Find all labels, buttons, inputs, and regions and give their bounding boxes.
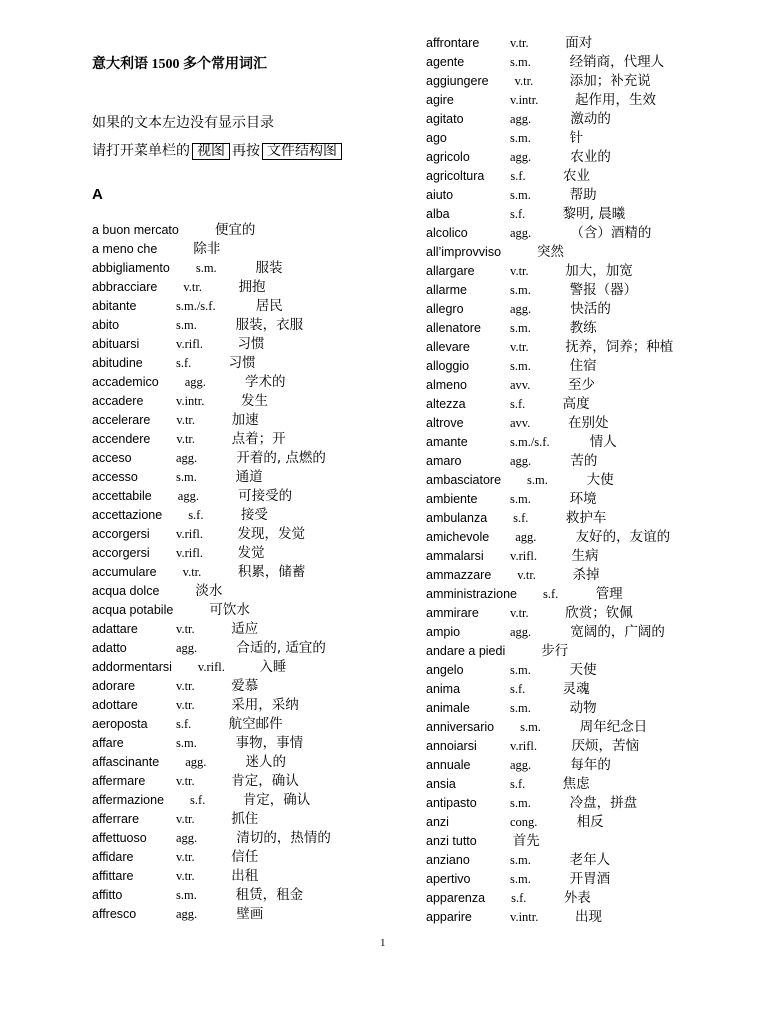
part-of-speech: s.f. bbox=[510, 207, 526, 221]
part-of-speech: v.rifl. bbox=[176, 337, 203, 351]
chinese-meaning: 突然 bbox=[537, 244, 565, 260]
italian-word: accesso bbox=[92, 470, 138, 484]
part-of-speech: agg. bbox=[510, 625, 532, 639]
chinese-meaning: 救护车 bbox=[565, 510, 607, 526]
italian-word: aiuto bbox=[426, 188, 454, 202]
italian-word: ambiente bbox=[426, 492, 478, 506]
part-of-speech: v.tr. bbox=[183, 280, 202, 294]
italian-word: acqua dolce bbox=[92, 584, 160, 598]
chinese-meaning: 信任 bbox=[231, 849, 259, 865]
italian-word: alcolico bbox=[426, 226, 468, 240]
italian-word: accettabile bbox=[92, 489, 152, 503]
part-of-speech: agg. bbox=[510, 454, 532, 468]
part-of-speech: s.f. bbox=[510, 777, 526, 791]
part-of-speech: v.tr. bbox=[176, 413, 196, 427]
italian-word: apparenza bbox=[426, 891, 486, 905]
chinese-meaning: 习惯 bbox=[228, 355, 256, 371]
chinese-meaning: 习惯 bbox=[237, 336, 265, 352]
chinese-meaning: 拥抱 bbox=[238, 279, 266, 295]
chinese-meaning: 欣赏；钦佩 bbox=[565, 605, 633, 621]
italian-word: annoiarsi bbox=[426, 739, 477, 753]
italian-word: amichevole bbox=[426, 530, 490, 544]
italian-word: all’improvviso bbox=[426, 245, 502, 259]
chinese-meaning: 便宜的 bbox=[214, 222, 256, 238]
part-of-speech: agg. bbox=[510, 112, 532, 126]
italian-word: alba bbox=[426, 207, 450, 221]
italian-word: accorgersi bbox=[92, 546, 150, 560]
part-of-speech: avv. bbox=[510, 378, 531, 392]
italian-word: accettazione bbox=[92, 508, 163, 522]
italian-word: amaro bbox=[426, 454, 462, 468]
italian-word: adattare bbox=[92, 622, 138, 636]
part-of-speech: s.m./s.f. bbox=[510, 435, 550, 449]
part-of-speech: v.tr. bbox=[510, 340, 529, 354]
chinese-meaning: 每年的 bbox=[570, 757, 611, 773]
part-of-speech: v.tr. bbox=[176, 812, 195, 826]
part-of-speech: s.m. bbox=[176, 736, 197, 750]
part-of-speech: agg. bbox=[510, 150, 532, 164]
italian-word: apertivo bbox=[426, 872, 471, 886]
italian-word: affermare bbox=[92, 774, 146, 788]
italian-word: acceso bbox=[92, 451, 132, 465]
chinese-meaning: 积累，储蓄 bbox=[237, 564, 306, 580]
chinese-meaning: 壁画 bbox=[236, 906, 264, 922]
italian-word: antipasto bbox=[426, 796, 477, 810]
chinese-meaning: 天使 bbox=[569, 662, 597, 678]
part-of-speech: s.f. bbox=[513, 511, 529, 525]
chinese-meaning: 大使 bbox=[586, 472, 614, 488]
chinese-meaning: 生病 bbox=[571, 548, 599, 564]
part-of-speech: cong. bbox=[510, 815, 538, 829]
chinese-meaning: 帮助 bbox=[569, 187, 597, 203]
chinese-meaning: 服装 bbox=[255, 260, 283, 276]
chinese-meaning: 高度 bbox=[562, 396, 590, 412]
chinese-meaning: 相反 bbox=[576, 814, 604, 830]
part-of-speech: v.rifl. bbox=[510, 739, 537, 753]
part-of-speech: agg. bbox=[515, 530, 537, 544]
italian-word: agitato bbox=[426, 112, 464, 126]
italian-word: affrontare bbox=[426, 36, 480, 50]
italian-word: agire bbox=[426, 93, 454, 107]
part-of-speech: s.m. bbox=[510, 701, 531, 715]
chinese-meaning: 爱慕 bbox=[231, 678, 259, 694]
part-of-speech: v.intr. bbox=[510, 910, 539, 924]
italian-word: abituarsi bbox=[92, 337, 140, 351]
italian-word: a buon mercato bbox=[92, 223, 179, 237]
chinese-meaning: 居民 bbox=[255, 298, 283, 314]
chinese-meaning: 步行 bbox=[541, 643, 569, 659]
part-of-speech: s.m. bbox=[510, 55, 531, 69]
chinese-meaning: 周年纪念日 bbox=[579, 719, 648, 735]
part-of-speech: v.tr. bbox=[176, 850, 195, 864]
chinese-meaning: 针 bbox=[569, 130, 584, 146]
chinese-meaning: 迷人的 bbox=[245, 754, 287, 770]
part-of-speech: s.m. bbox=[527, 473, 548, 487]
part-of-speech: agg. bbox=[510, 758, 532, 772]
part-of-speech: v.tr. bbox=[176, 622, 195, 636]
italian-word: affitto bbox=[92, 888, 123, 902]
part-of-speech: agg. bbox=[176, 451, 198, 465]
part-of-speech: s.m. bbox=[176, 888, 197, 902]
chinese-meaning: 发现，发觉 bbox=[237, 526, 305, 542]
italian-word: abito bbox=[92, 318, 120, 332]
chinese-meaning: 接受 bbox=[240, 507, 268, 523]
chinese-meaning: 管理 bbox=[595, 586, 623, 602]
part-of-speech: agg. bbox=[184, 375, 206, 389]
part-of-speech: s.f. bbox=[511, 891, 527, 905]
italian-word: amministrazione bbox=[426, 587, 518, 601]
italian-word: ambulanza bbox=[426, 511, 488, 525]
italian-word: agricoltura bbox=[426, 169, 485, 183]
italian-word: affermazione bbox=[92, 793, 165, 807]
italian-word: ansia bbox=[426, 777, 456, 791]
chinese-meaning: 外表 bbox=[563, 890, 591, 906]
chinese-meaning: 学术的 bbox=[245, 374, 286, 390]
chinese-meaning: 动物 bbox=[569, 700, 597, 716]
italian-word: allegro bbox=[426, 302, 464, 316]
part-of-speech: v.tr. bbox=[510, 264, 529, 278]
italian-word: andare a piedi bbox=[426, 644, 506, 658]
italian-word: anniversario bbox=[426, 720, 495, 734]
part-of-speech: s.m. bbox=[510, 663, 531, 677]
italian-word: affettuoso bbox=[92, 831, 147, 845]
part-of-speech: v.rifl. bbox=[510, 549, 537, 563]
italian-word: affresco bbox=[92, 907, 137, 921]
chinese-meaning: 抓住 bbox=[231, 811, 259, 827]
part-of-speech: s.f. bbox=[188, 508, 204, 522]
chinese-meaning: 采用，采纳 bbox=[231, 697, 299, 713]
italian-word: affidare bbox=[92, 850, 134, 864]
part-of-speech: s.m. bbox=[510, 321, 531, 335]
chinese-meaning: 开胃酒 bbox=[569, 871, 611, 887]
part-of-speech: s.f. bbox=[510, 169, 526, 183]
part-of-speech: avv. bbox=[510, 416, 531, 430]
chinese-meaning: 杀掉 bbox=[572, 567, 600, 583]
italian-word: agricolo bbox=[426, 150, 470, 164]
italian-word: addormentarsi bbox=[92, 660, 172, 674]
chinese-meaning: 农业 bbox=[563, 168, 591, 184]
chinese-meaning: 发生 bbox=[240, 393, 268, 409]
chinese-meaning: 发觉 bbox=[237, 545, 265, 561]
document-title: 意大利语 1500 多个常用词汇 bbox=[92, 57, 267, 72]
chinese-meaning: 黎明, 晨曦 bbox=[562, 206, 626, 222]
italian-word: accelerare bbox=[92, 413, 151, 427]
chinese-meaning: 住宿 bbox=[569, 358, 597, 374]
italian-word: aeroposta bbox=[92, 717, 148, 731]
italian-word: allenatore bbox=[426, 321, 481, 335]
chinese-meaning: 厌烦，苦恼 bbox=[571, 738, 639, 754]
chinese-meaning: 加大，加宽 bbox=[565, 263, 633, 279]
part-of-speech: s.m. bbox=[176, 470, 197, 484]
chinese-meaning: 清切的，热情的 bbox=[236, 830, 331, 846]
part-of-speech: v.intr. bbox=[510, 93, 539, 107]
part-of-speech: v.tr. bbox=[176, 679, 195, 693]
chinese-meaning: 服装，衣服 bbox=[235, 317, 304, 333]
part-of-speech: s.m. bbox=[195, 261, 217, 275]
part-of-speech: agg. bbox=[185, 755, 207, 769]
chinese-meaning: 肯定，确认 bbox=[231, 773, 299, 789]
chinese-meaning: 宽阔的，广阔的 bbox=[570, 624, 665, 640]
part-of-speech: s.f. bbox=[543, 587, 559, 601]
chinese-meaning: 经销商，代理人 bbox=[569, 54, 665, 70]
part-of-speech: v.tr. bbox=[176, 432, 196, 446]
chinese-meaning: 肯定，确认 bbox=[242, 792, 311, 808]
part-of-speech: s.m. bbox=[510, 283, 531, 297]
chinese-meaning: 航空邮件 bbox=[228, 716, 283, 732]
part-of-speech: v.intr. bbox=[176, 394, 205, 408]
italian-word: acqua potabile bbox=[92, 603, 174, 617]
chinese-meaning: 事物，事情 bbox=[235, 735, 304, 751]
part-of-speech: s.m. bbox=[510, 492, 531, 506]
chinese-meaning: 激动的 bbox=[570, 111, 611, 127]
chinese-meaning: 友好的，友谊的 bbox=[575, 529, 671, 545]
italian-word: ammalarsi bbox=[426, 549, 484, 563]
italian-word: alloggio bbox=[426, 359, 470, 373]
chinese-meaning: 面对 bbox=[565, 35, 593, 51]
chinese-meaning: 抚养，饲养；种植 bbox=[565, 339, 674, 355]
part-of-speech: s.m. bbox=[510, 188, 531, 202]
chinese-meaning: 入睡 bbox=[259, 659, 287, 675]
part-of-speech: v.rifl. bbox=[176, 527, 203, 541]
part-of-speech: v.tr. bbox=[176, 774, 195, 788]
chinese-meaning: 可接受的 bbox=[238, 488, 293, 504]
italian-word: abbracciare bbox=[92, 280, 158, 294]
page-number: 1 bbox=[380, 937, 386, 949]
chinese-meaning: 开着的, 点燃的 bbox=[236, 450, 326, 466]
italian-word: afferrare bbox=[92, 812, 140, 826]
chinese-meaning: 快活的 bbox=[570, 301, 611, 317]
part-of-speech: agg. bbox=[177, 489, 199, 503]
part-of-speech: s.m. bbox=[520, 720, 541, 734]
italian-word: altezza bbox=[426, 397, 466, 411]
section-letter: A bbox=[92, 186, 103, 203]
part-of-speech: v.tr. bbox=[176, 698, 195, 712]
italian-word: a meno che bbox=[92, 242, 158, 256]
part-of-speech: agg. bbox=[176, 907, 198, 921]
chinese-meaning: 农业的 bbox=[570, 149, 611, 165]
italian-word: anima bbox=[426, 682, 461, 696]
chinese-meaning: 除非 bbox=[193, 241, 221, 257]
italian-word: agente bbox=[426, 55, 465, 69]
toc-note: 如果的文本左边没有显示目录 bbox=[92, 116, 274, 131]
chinese-meaning: 环境 bbox=[569, 491, 597, 507]
part-of-speech: s.m./s.f. bbox=[176, 299, 216, 313]
chinese-meaning: 添加；补充说 bbox=[569, 73, 651, 89]
chinese-meaning: 租赁，租金 bbox=[235, 887, 304, 903]
italian-word: allargare bbox=[426, 264, 475, 278]
document-map-label: 文件结构图 bbox=[262, 143, 342, 160]
instruction-middle: 再按 bbox=[232, 144, 260, 159]
chinese-meaning: 至少 bbox=[568, 377, 595, 393]
instruction-prefix: 请打开菜单栏的 bbox=[92, 144, 190, 159]
chinese-meaning: 苦的 bbox=[570, 453, 598, 469]
italian-word: annuale bbox=[426, 758, 471, 772]
chinese-meaning: 灵魂 bbox=[562, 681, 590, 697]
italian-word: ampio bbox=[426, 625, 461, 639]
view-menu-label: 视图 bbox=[192, 143, 230, 160]
chinese-meaning: 出现 bbox=[574, 909, 602, 925]
chinese-meaning: 淡水 bbox=[195, 583, 223, 599]
italian-word: affascinante bbox=[92, 755, 160, 769]
italian-word: allevare bbox=[426, 340, 470, 354]
chinese-meaning: （含）酒精的 bbox=[570, 225, 652, 241]
part-of-speech: v.tr. bbox=[176, 869, 195, 883]
italian-word: anzi bbox=[426, 815, 449, 829]
part-of-speech: v.rifl. bbox=[176, 546, 203, 560]
italian-word: accorgersi bbox=[92, 527, 150, 541]
italian-word: affare bbox=[92, 736, 124, 750]
chinese-meaning: 在别处 bbox=[568, 415, 609, 431]
italian-word: ambasciatore bbox=[426, 473, 502, 487]
chinese-meaning: 加速 bbox=[231, 412, 259, 428]
italian-word: abitudine bbox=[92, 356, 143, 370]
part-of-speech: agg. bbox=[510, 302, 532, 316]
part-of-speech: v.tr. bbox=[510, 606, 529, 620]
italian-word: animale bbox=[426, 701, 470, 715]
italian-word: ammirare bbox=[426, 606, 479, 620]
italian-word: adatto bbox=[92, 641, 127, 655]
italian-word: abitante bbox=[92, 299, 137, 313]
italian-word: accadere bbox=[92, 394, 144, 408]
italian-word: allarme bbox=[426, 283, 467, 297]
chinese-meaning: 出租 bbox=[231, 868, 259, 884]
part-of-speech: v.rifl. bbox=[197, 660, 225, 674]
chinese-meaning: 情人 bbox=[589, 434, 617, 450]
part-of-speech: s.m. bbox=[510, 131, 531, 145]
chinese-meaning: 焦虑 bbox=[562, 776, 590, 792]
toc-instruction bbox=[92, 140, 344, 160]
part-of-speech: agg. bbox=[176, 641, 198, 655]
part-of-speech: s.m. bbox=[510, 359, 531, 373]
part-of-speech: v.tr. bbox=[517, 568, 536, 582]
italian-word: ammazzare bbox=[426, 568, 492, 582]
part-of-speech: s.m. bbox=[510, 872, 531, 886]
chinese-meaning: 教练 bbox=[569, 320, 597, 336]
italian-word: anziano bbox=[426, 853, 470, 867]
italian-word: angelo bbox=[426, 663, 464, 677]
italian-word: ago bbox=[426, 131, 447, 145]
italian-word: apparire bbox=[426, 910, 472, 924]
part-of-speech: s.f. bbox=[510, 682, 526, 696]
chinese-meaning: 通道 bbox=[235, 469, 263, 485]
part-of-speech: s.m. bbox=[176, 318, 197, 332]
italian-word: aggiungere bbox=[426, 74, 489, 88]
part-of-speech: s.m. bbox=[510, 796, 531, 810]
italian-word: abbigliamento bbox=[92, 261, 170, 275]
chinese-meaning: 冷盘，拼盘 bbox=[569, 795, 638, 811]
italian-word: accademico bbox=[92, 375, 159, 389]
italian-word: adorare bbox=[92, 679, 136, 693]
part-of-speech: s.f. bbox=[176, 717, 192, 731]
chinese-meaning: 点着；开 bbox=[231, 431, 286, 447]
chinese-meaning: 老年人 bbox=[569, 852, 611, 868]
part-of-speech: v.tr. bbox=[510, 36, 529, 50]
italian-word: affittare bbox=[92, 869, 134, 883]
chinese-meaning: 适应 bbox=[231, 621, 259, 637]
part-of-speech: s.f. bbox=[176, 356, 192, 370]
part-of-speech: v.tr. bbox=[182, 565, 202, 579]
italian-word: almeno bbox=[426, 378, 467, 392]
italian-word: anzi tutto bbox=[426, 834, 477, 848]
part-of-speech: s.f. bbox=[510, 397, 526, 411]
part-of-speech: agg. bbox=[510, 226, 532, 240]
italian-word: amante bbox=[426, 435, 468, 449]
chinese-meaning: 起作用，生效 bbox=[574, 92, 656, 108]
part-of-speech: v.tr. bbox=[514, 74, 534, 88]
chinese-meaning: 合适的, 适宜的 bbox=[236, 640, 326, 656]
part-of-speech: s.f. bbox=[190, 793, 206, 807]
chinese-meaning: 警报（器） bbox=[569, 282, 638, 298]
chinese-meaning: 可饮水 bbox=[209, 602, 250, 618]
italian-word: accumulare bbox=[92, 565, 157, 579]
italian-word: altrove bbox=[426, 416, 464, 430]
part-of-speech: s.m. bbox=[510, 853, 531, 867]
part-of-speech: agg. bbox=[176, 831, 198, 845]
chinese-meaning: 首先 bbox=[512, 833, 540, 849]
italian-word: accendere bbox=[92, 432, 151, 446]
italian-word: adottare bbox=[92, 698, 138, 712]
